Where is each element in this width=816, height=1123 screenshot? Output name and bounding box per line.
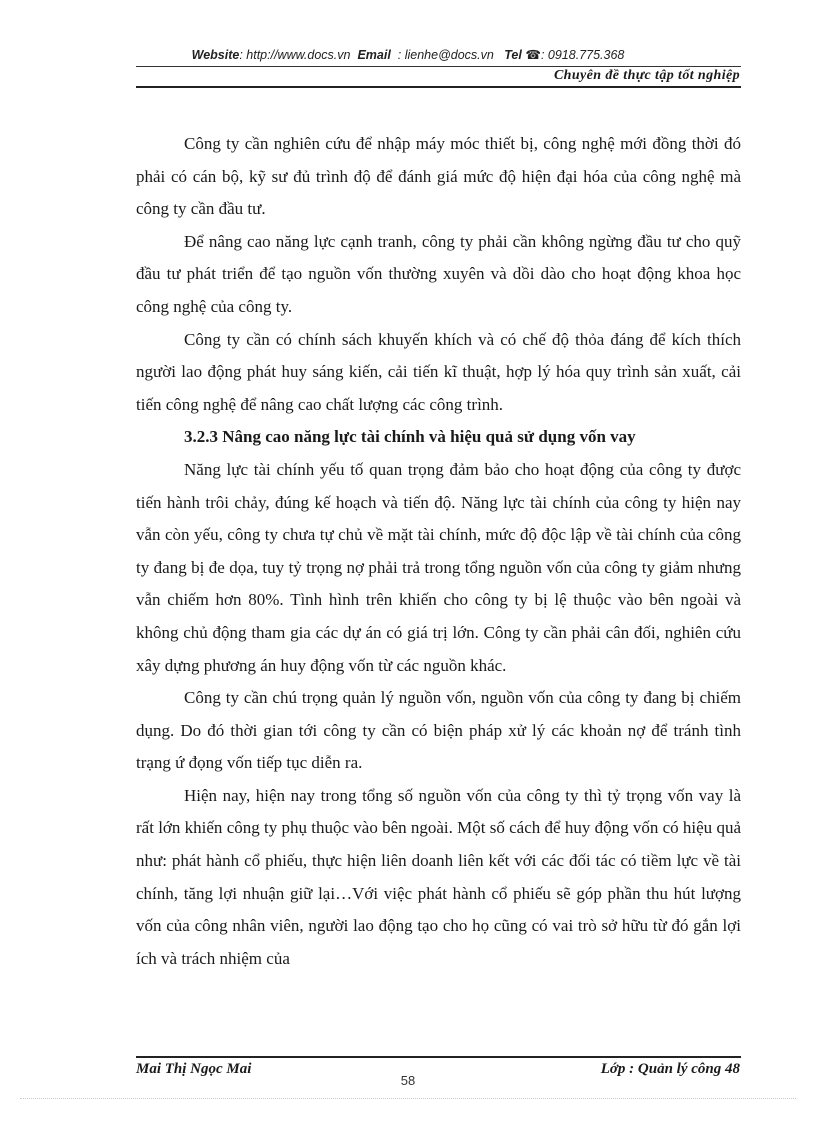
paragraph: Công ty cần nghiên cứu để nhập máy móc thiết bị, công nghệ mới đồng thời đó phải có cán bộ, kỹ sư đủ trình độ để đánh giá mức độ hiện đại hóa của công nghệ mà công ty cần đầu tư.: [136, 134, 741, 219]
phone-icon: ☎: [525, 48, 541, 62]
header-rule-thick: [136, 86, 741, 88]
footer-class-info: Lớp : Quản lý công 48: [600, 1061, 740, 1077]
footer-author: Mai Thị Ngọc Mai: [136, 1061, 252, 1077]
section-heading: 3.2.3 Nâng cao năng lực tài chính và hiệu quả sử dụng vốn vay: [184, 427, 636, 447]
document-body: [136, 128, 741, 975]
email-label: Email: [357, 48, 391, 62]
tel-label: Tel: [504, 48, 522, 62]
footer-rule: [136, 1056, 741, 1058]
tel-value: : 0918.775.368: [540, 48, 625, 62]
email-value: : lienhe@docs.vn: [397, 48, 494, 62]
paragraph: Công ty cần chú trọng quản lý nguồn vốn, nguồn vốn của công ty đang bị chiếm dụng. Do đó thời gian tới công ty cần có biện pháp xử lý các khoản nợ để tránh tình trạng ứ đọng vốn tiếp tục diễn ra.: [136, 688, 741, 773]
header-rule: [136, 66, 741, 67]
page-number: 58: [400, 1073, 416, 1088]
header-contact-line: [0, 47, 816, 62]
page-bottom-divider: [20, 1098, 796, 1099]
paragraph: Công ty cần có chính sách khuyến khích và có chế độ thỏa đáng để kích thích người lao động phát huy sáng kiến, cải tiến kĩ thuật, hợp lý hóa quy trình sản xuất, cải tiến công nghệ để nâng cao chất lượng các công trình.: [136, 329, 741, 414]
website-label: Website: [191, 48, 240, 62]
paragraph: Để nâng cao năng lực cạnh tranh, công ty phải cần không ngừng đầu tư cho quỹ đầu tư phát triển để tạo nguồn vốn thường xuyên và dồi dào cho hoạt động khoa học công nghệ của công ty.: [136, 231, 741, 316]
website-value: : http://www.docs.vn: [239, 48, 351, 62]
paragraph: Hiện nay, hiện nay trong tổng số nguồn vốn của công ty thì tỷ trọng vốn vay là rất lớn khiến công ty phụ thuộc vào bên ngoài. Một số cách để huy động vốn có hiệu quả như: phát hành cổ phiếu, thực hiện liên doanh liên kết với các đối tác có tiềm lực về tài chính, tăng lợi nhuận giữ lại…Với việc phát hành cổ phiếu sẽ góp phần thu hút lượng vốn của công nhân viên, người lao động tạo cho họ cũng có vai trò sở hữu từ đó gắn lợi ích và trách nhiệm của: [136, 785, 741, 968]
paragraph: Năng lực tài chính yếu tố quan trọng đảm bảo cho hoạt động của công ty được tiến hành trôi chảy, đúng kế hoạch và tiến độ. Năng lực tài chính của công ty hiện nay vẫn còn yếu, công ty chưa tự chủ về mặt tài chính, mức độ độc lập về tài chính của công ty đang bị đe dọa, tuy tỷ trọng nợ phải trả trong tổng nguồn vốn của công ty giảm nhưng vẫn chiếm hơn 80%. Tình hình trên khiến cho công ty bị lệ thuộc vào bên ngoài và không chủ động tham gia các dự án có giá trị lớn. Công ty cần phải cân đối, nghiên cứu xây dựng phương án huy động vốn từ các nguồn khác.: [136, 459, 741, 675]
header-subtitle: Chuyên đề thực tập tốt nghiệp: [553, 68, 740, 83]
